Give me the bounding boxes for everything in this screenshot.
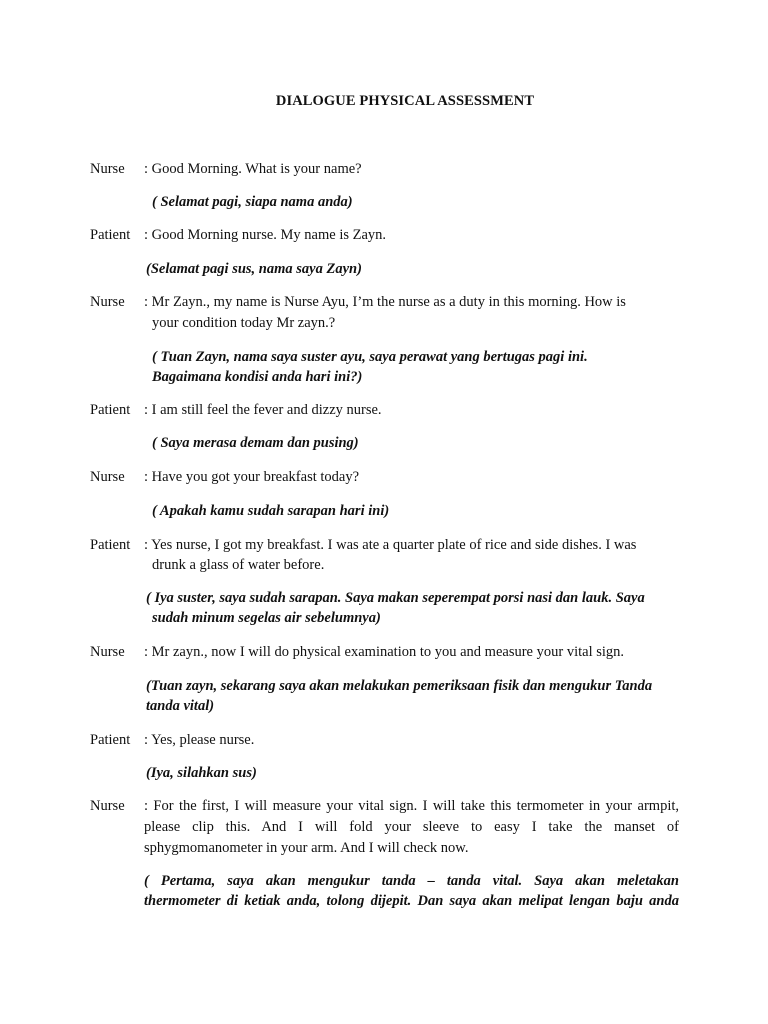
translation-line: ( Selamat pagi, siapa nama anda) <box>152 194 353 210</box>
dialogue-line: : For the first, I will measure your vital sign. I will take this termometer in your armpit, <box>144 798 679 814</box>
translation-line: (Tuan zayn, sekarang saya akan melakukan pemeriksaan fisik dan mengukur Tanda <box>146 678 653 694</box>
translation-line: sudah minum segelas air sebelumnya) <box>152 610 381 626</box>
document-title: DIALOGUE PHYSICAL ASSESSMENT <box>275 93 535 109</box>
dialogue-line: : Good Morning nurse. My name is Zayn. <box>144 227 387 243</box>
translation-line: ( Iya suster, saya sudah sarapan. Saya makan seperempat porsi nasi dan lauk. Saya <box>146 590 645 606</box>
translation-line: tanda vital) <box>146 698 215 714</box>
translation-line: (Iya, silahkan sus) <box>146 765 257 781</box>
dialogue-line: your condition today Mr zayn.? <box>152 315 336 331</box>
speaker-label: Patient <box>90 537 131 553</box>
speaker-label: Patient <box>90 732 131 748</box>
translation-line: ( Pertama, saya akan mengukur tanda – tanda vital. Saya akan meletakan <box>144 873 679 889</box>
dialogue-line: : Yes nurse, I got my breakfast. I was ate a quarter plate of rice and side dishes. I was <box>144 537 637 553</box>
dialogue-line: : Good Morning. What is your name? <box>144 161 362 177</box>
speaker-label: Patient <box>90 402 131 418</box>
dialogue-line: : Yes, please nurse. <box>144 732 255 748</box>
translation-line: ( Saya merasa demam dan pusing) <box>152 435 359 451</box>
speaker-label: Nurse <box>90 644 125 660</box>
speaker-label: Nurse <box>90 469 125 485</box>
speaker-label: Nurse <box>90 798 125 814</box>
translation-line: (Selamat pagi sus, nama saya Zayn) <box>146 261 362 277</box>
dialogue-line: please clip this. And I will fold your sleeve to easy I take the manset of <box>144 819 679 835</box>
dialogue-line: : Mr zayn., now I will do physical examination to you and measure your vital sign. <box>144 644 625 660</box>
dialogue-line: drunk a glass of water before. <box>152 557 325 573</box>
dialogue-line: : Have you got your breakfast today? <box>144 469 360 485</box>
speaker-label: Patient <box>90 227 131 243</box>
translation-line: Bagaimana kondisi anda hari ini?) <box>152 369 363 385</box>
translation-line: thermometer di ketiak anda, tolong dijepit. Dan saya akan melipat lengan baju anda <box>144 893 679 909</box>
dialogue-line: : Mr Zayn., my name is Nurse Ayu, I’m the nurse as a duty in this morning. How is <box>144 294 626 310</box>
translation-line: ( Tuan Zayn, nama saya suster ayu, saya perawat yang bertugas pagi ini. <box>152 349 588 365</box>
speaker-label: Nurse <box>90 161 125 177</box>
dialogue-line: sphygmomanometer in your arm. And I will check now. <box>144 840 469 856</box>
translation-line: ( Apakah kamu sudah sarapan hari ini) <box>152 503 390 519</box>
dialogue-line: : I am still feel the fever and dizzy nurse. <box>144 402 382 418</box>
speaker-label: Nurse <box>90 294 125 310</box>
